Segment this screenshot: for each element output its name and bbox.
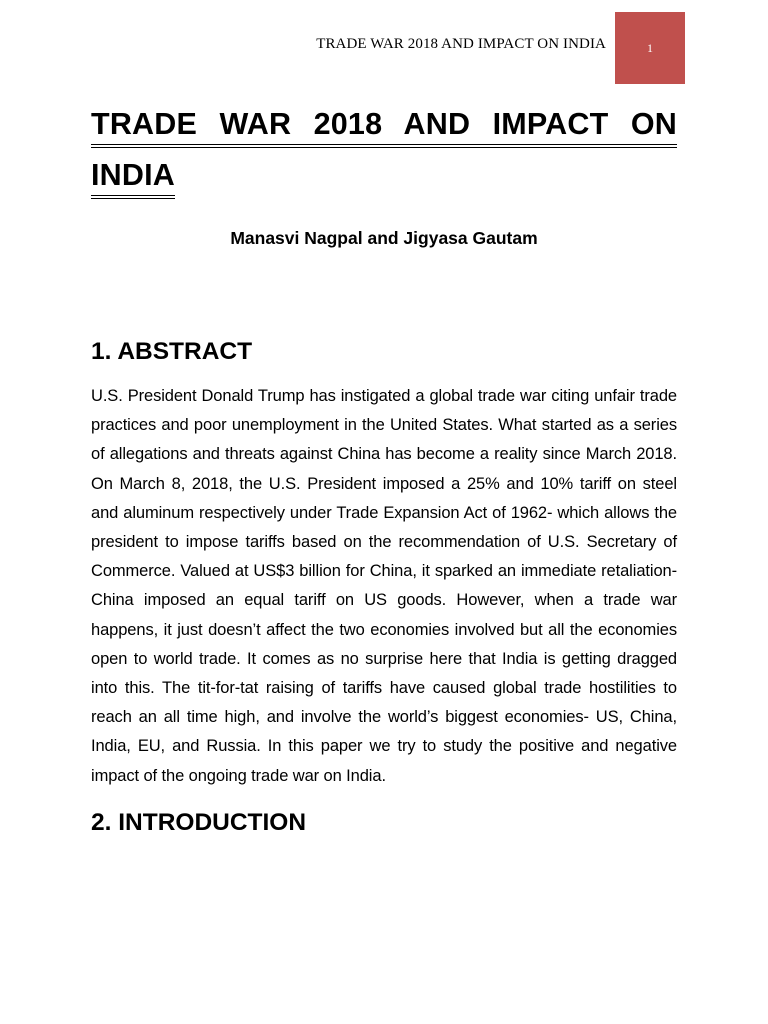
authors: Manasvi Nagpal and Jigyasa Gautam [230, 228, 538, 248]
abstract-text: U.S. President Donald Trump has instigated a global trade war citing unfair trade practices and poor unemployment in the United States. What started as a series of allegations and threats against China has become a reality since March 2018. On March 8, 2018, the U.S. President imposed a 25% and 10% tariff on steel and aluminum respectively under Trade Expansion Act of 1962- which allows the president to impose tariffs based on the recommendation of U.S. Secretary of Commerce. Valued at US$3 billion for China, it sparked an immediate retaliation-China imposed an equal tariff on US goods. However, when a trade war happens, it just doesn’t affect the two economies involved but all the economies open to world trade. It comes as no surprise here that India is getting dragged into this. The tit-for-tat raising of tariffs have caused global trade hostilities to reach an all time high, and involve the world’s biggest economies- US, China, India, EU, and Russia. In this paper we try to study the positive and negative impact of the ongoing trade war on India. [91, 387, 677, 785]
document-title [91, 100, 677, 146]
running-header: TRADE WAR 2018 AND IMPACT ON INDIA [316, 36, 606, 52]
page-number-box [615, 12, 685, 84]
document-body [91, 100, 677, 837]
abstract-heading: 1. ABSTRACT [91, 338, 253, 365]
document-title-cont [91, 151, 677, 197]
title-line-2: INDIA [91, 158, 176, 192]
title-line-1: TRADE WAR 2018 AND IMPACT ON [91, 107, 677, 141]
page-number: 1 [647, 40, 653, 55]
introduction-heading: 2. INTRODUCTION [91, 808, 307, 836]
